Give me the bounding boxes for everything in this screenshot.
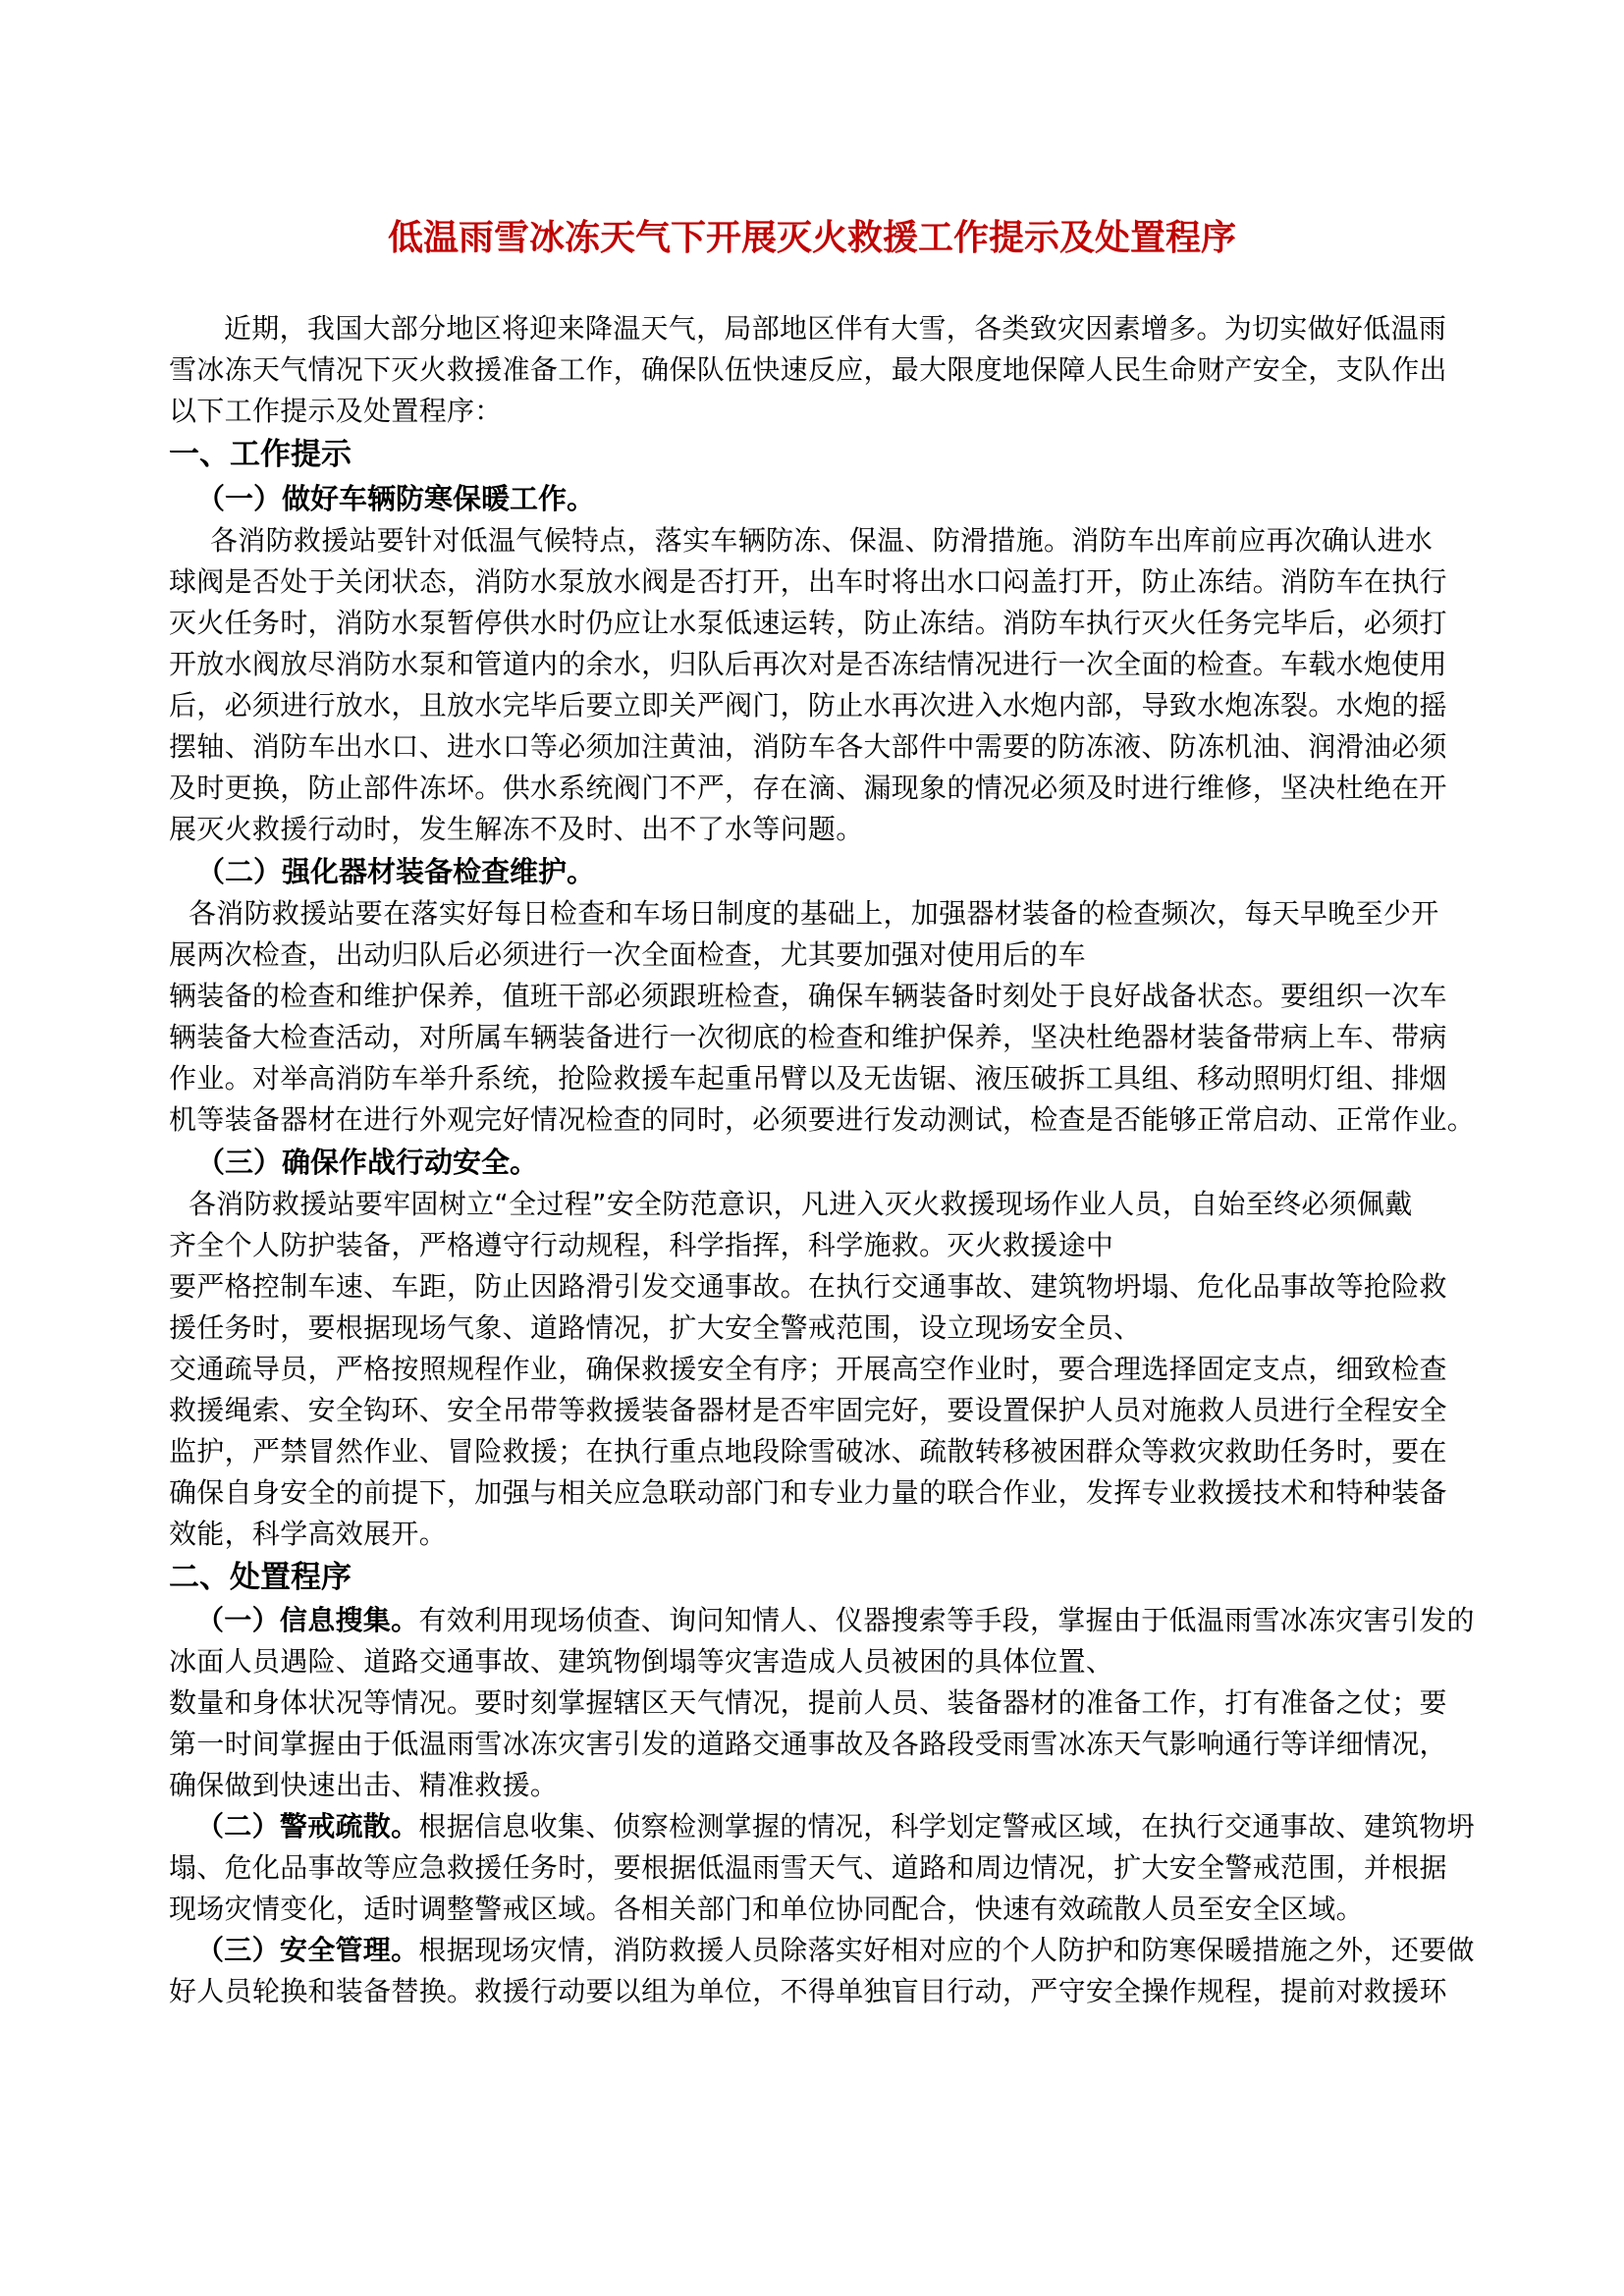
paragraph-line: 各消防救援站要针对低温气候特点，落实车辆防冻、保温、防滑措施。消防车出库前应再次确认进水 — [210, 524, 1434, 557]
paragraph-line: 辆装备大检查活动，对所属车辆装备进行一次彻底的检查和维护保养，坚决杜绝器材装备带病上车、带病 — [169, 1021, 1447, 1053]
paragraph-line: 开放水阀放尽消防水泵和管道内的余水，归队后再次对是否冻结情况进行一次全面的检查。车载水炮使用 — [169, 648, 1447, 680]
paragraph-line: 确保做到快速出击、精准救援。 — [169, 1769, 559, 1801]
paragraph-line — [169, 1806, 1475, 1847]
paragraph-line: 齐全个人防护装备，严格遵守行动规程，科学指挥，科学施救。灭火救援途中 — [169, 1229, 1114, 1261]
paragraph-line: 现场灾情变化，适时调整警戒区域。各相关部门和单位协同配合，快速有效疏散人员至安全区域。 — [169, 1893, 1364, 1925]
paragraph-line: 第一时间掌握由于低温雨雪冰冻灾害引发的道路交通事故及各路段受雨雪冰冻天气影响通行等详细情况， — [169, 1728, 1447, 1760]
paragraph-line: 效能，科学高效展开。 — [169, 1518, 448, 1550]
paragraph-line: 各消防救援站要在落实好每日检查和车场日制度的基础上，加强器材装备的检查频次，每天早晚至少开 — [189, 897, 1439, 930]
paragraph-line: 冰面人员遇险、道路交通事故、建筑物倒塌等灾害造成人员被困的具体位置、 — [169, 1645, 1114, 1678]
paragraph-line: 救援绳索、安全钩环、安全吊带等救援装备器材是否牢固完好，要设置保护人员对施救人员进行全程安全 — [169, 1394, 1447, 1426]
paragraph-line: 数量和身体状况等情况。要时刻掌握辖区天气情况，提前人员、装备器材的准备工作，打有准备之仗；要 — [169, 1686, 1447, 1719]
subsection-heading: （三）确保作战行动安全。 — [196, 1146, 539, 1179]
document-title: 低温雨雪冰冻天气下开展灭火救援工作提示及处置程序 — [387, 218, 1236, 258]
paragraph-line: 要严格控制车速、车距，防止因路滑引发交通事故。在执行交通事故、建筑物坍塌、危化品事故等抢险救 — [169, 1270, 1447, 1303]
paragraph-line: 确保自身安全的前提下，加强与相关应急联动部门和专业力量的联合作业，发挥专业救援技术和特种装备 — [169, 1476, 1447, 1509]
paragraph-line — [169, 1930, 1475, 1971]
section-heading: 一、工作提示 — [169, 437, 352, 472]
paragraph-line: 雪冰冻天气情况下灭火救援准备工作，确保队伍快速反应，最大限度地保障人民生命财产安全，支队作出 — [169, 353, 1447, 386]
section-heading: 二、处置程序 — [169, 1560, 352, 1595]
paragraph-line: 监护，严禁冒然作业、冒险救援；在执行重点地段除雪破冰、疏散转移被困群众等救灾救助任务时，要在 — [169, 1435, 1447, 1468]
paragraph-lead: （一）信息搜集。 — [196, 1604, 419, 1636]
paragraph-lead: （三）安全管理。 — [196, 1934, 419, 1966]
paragraph-line: 近期，我国大部分地区将迎来降温天气，局部地区伴有大雪，各类致灾因素增多。为切实做好低温雨 — [224, 312, 1447, 345]
paragraph-line: 摆轴、消防车出水口、进水口等必须加注黄油，消防车各大部件中需要的防冻液、防冻机油、润滑油必须 — [169, 730, 1447, 763]
paragraph-lead: （二）警戒疏散。 — [196, 1810, 419, 1842]
paragraph-line: 作业。对举高消防车举升系统，抢险救援车起重吊臂以及无齿锯、液压破拆工具组、移动照明灯组、排烟 — [169, 1062, 1447, 1095]
paragraph-line: 及时更换，防止部件冻坏。供水系统阀门不严，存在滴、漏现象的情况必须及时进行维修，坚决杜绝在开 — [169, 772, 1447, 804]
paragraph-text: 有效利用现场侦查、询问知情人、仪器搜索等手段，掌握由于低温雨雪冰冻灾害引发的 — [418, 1604, 1475, 1636]
subsection-heading: （二）强化器材装备检查维护。 — [196, 855, 596, 888]
paragraph-line: 塌、危化品事故等应急救援任务时，要根据低温雨雪天气、道路和周边情况，扩大安全警戒范围，并根据 — [169, 1851, 1447, 1884]
paragraph-text: 根据现场灾情，消防救援人员除落实好相对应的个人防护和防寒保暖措施之外，还要做 — [418, 1934, 1475, 1966]
paragraph-line: 辆装备的检查和维护保养，值班干部必须跟班检查，确保车辆装备时刻处于良好战备状态。要组织一次车 — [169, 980, 1447, 1012]
paragraph-line: 机等装备器材在进行外观完好情况检查的同时，必须要进行发动测试，检查是否能够正常启动、正常作业。 — [169, 1103, 1476, 1136]
paragraph-line: 后，必须进行放水，且放水完毕后要立即关严阀门，防止水再次进入水炮内部，导致水炮冻裂。水炮的摇 — [169, 689, 1447, 721]
paragraph-line: 展两次检查，出动归队后必须进行一次全面检查，尤其要加强对使用后的车 — [169, 938, 1086, 971]
paragraph-line: 球阀是否处于关闭状态，消防水泵放水阀是否打开，出车时将出水口闷盖打开，防止冻结。消防车在执行 — [169, 565, 1447, 598]
document-body — [169, 308, 1476, 2012]
subsection-heading: （一）做好车辆防寒保暖工作。 — [196, 482, 596, 515]
paragraph-line: 以下工作提示及处置程序： — [169, 395, 503, 427]
paragraph-line: 援任务时，要根据现场气象、道路情况，扩大安全警戒范围，设立现场安全员、 — [169, 1311, 1142, 1344]
paragraph-line: 灭火任务时，消防水泵暂停供水时仍应让水泵低速运转，防止冻结。消防车执行灭火任务完毕后，必须打 — [169, 607, 1447, 639]
paragraph-line: 交通疏导员，严格按照规程作业，确保救援安全有序；开展高空作业时，要合理选择固定支点，细致检查 — [169, 1353, 1447, 1385]
paragraph-text: 根据信息收集、侦察检测掌握的情况，科学划定警戒区域，在执行交通事故、建筑物坍 — [418, 1810, 1475, 1842]
paragraph-line: 展灭火救援行动时，发生解冻不及时、出不了水等问题。 — [169, 813, 864, 845]
paragraph-line — [169, 1600, 1475, 1641]
paragraph-line: 好人员轮换和装备替换。救援行动要以组为单位，不得单独盲目行动，严守安全操作规程，提前对救援环 — [169, 1975, 1447, 2007]
paragraph-line: 各消防救援站要牢固树立“全过程”安全防范意识，凡进入灭火救援现场作业人员，自始至终必须佩戴 — [189, 1188, 1413, 1220]
